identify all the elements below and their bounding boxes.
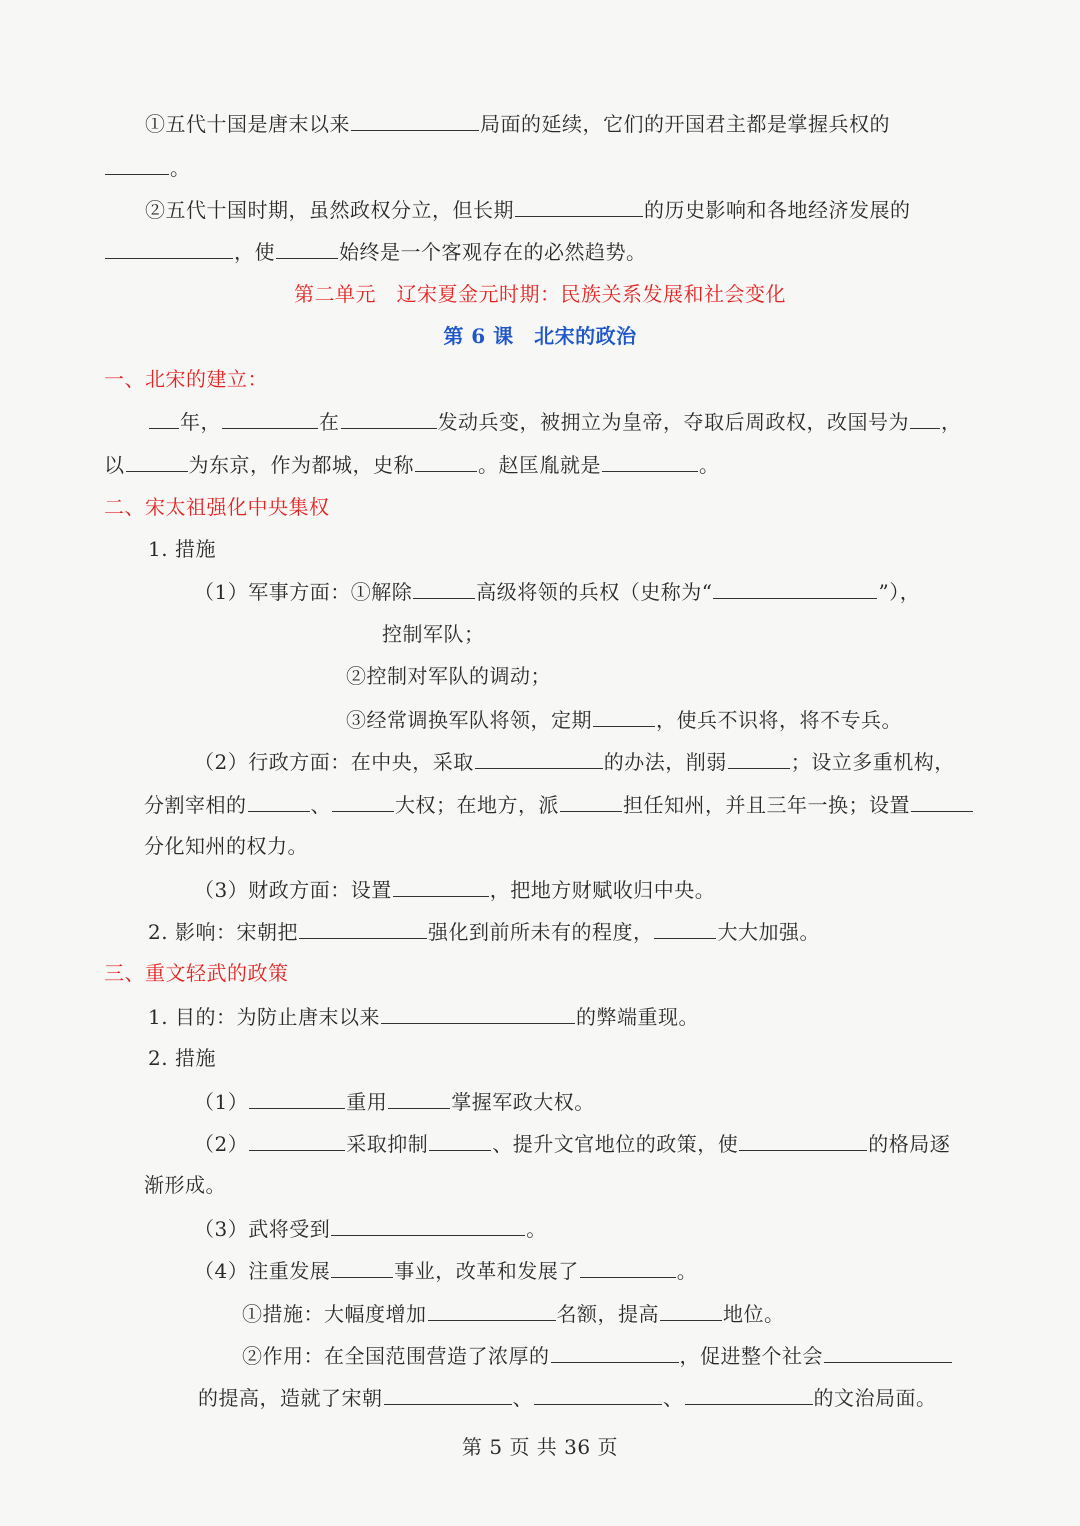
text-line [194,576,920,607]
text-line [198,1382,937,1413]
text-line: 分化知州的权力。 [144,834,308,858]
answer-blank[interactable] [593,704,655,727]
text: 的办法，削弱 [603,750,727,774]
answer-blank[interactable] [249,1086,345,1109]
text: 名额，提高 [556,1302,659,1326]
text: ，使兵不识将，将不专兵。 [656,708,902,732]
text: 大权；在地方，派 [395,793,559,817]
text: 年， [180,410,221,434]
answer-blank[interactable] [149,406,179,429]
answer-blank[interactable] [249,1128,345,1151]
text-line [104,236,647,267]
text: （4）注重发展 [194,1259,331,1283]
answer-blank[interactable] [560,789,622,812]
text: 的文治局面。 [813,1386,937,1410]
text: 2. 影响：宋朝把 [148,920,298,944]
answer-blank[interactable] [551,1340,679,1363]
unit-title: 第二单元 辽宋夏金元时期：民族关系发展和社会变化 [294,282,786,306]
text: 的格局逐 [868,1132,951,1156]
text: 的弊端重现。 [575,1005,699,1029]
text: 地位。 [723,1302,785,1326]
text: 、 [512,1386,533,1410]
text: ，促进整个社会 [679,1344,823,1368]
text-line: 1. 措施 [148,537,216,561]
answer-blank[interactable] [332,789,394,812]
text-line: 渐形成。 [144,1173,226,1197]
text: 、 [310,793,331,817]
text: 掌握军政大权。 [451,1090,595,1114]
text: （3）财政方面：设置 [194,878,392,902]
text: 分割宰相的 [144,793,247,817]
text: ；设立多重机构， [790,750,955,774]
text: 、提升文官地位的政策，使 [492,1132,739,1156]
text-line [145,108,890,139]
text: ③经常调换军队将领，定期 [346,708,592,732]
answer-blank[interactable] [602,449,698,472]
text: 大大加强。 [717,920,820,944]
text: （1）军事方面：①解除 [194,580,413,604]
text-line [104,449,720,480]
answer-blank[interactable] [331,1255,393,1278]
text-line: ②控制对军队的调动； [346,664,551,688]
answer-blank[interactable] [413,576,475,599]
text-line [145,194,911,225]
text: 重用 [346,1090,388,1114]
answer-blank[interactable] [654,916,716,939]
text: 以 [104,453,125,477]
answer-blank[interactable] [105,236,233,259]
text: 局面的延续，它们的开国君主都是掌握兵权的 [480,112,890,136]
answer-blank[interactable] [126,449,188,472]
text: 事业，改革和发展了 [394,1259,579,1283]
answer-blank[interactable] [660,1298,722,1321]
answer-blank[interactable] [728,746,790,769]
section-heading: 三、重文轻武的政策 [104,961,289,985]
answer-blank[interactable] [105,152,169,175]
text-line [194,1086,595,1117]
text-line: 控制军队； [382,622,485,646]
text: ①措施：大幅度增加 [242,1302,427,1326]
answer-blank[interactable] [341,406,437,429]
answer-blank[interactable] [393,874,489,897]
text-line [104,152,191,183]
text-line [242,1340,953,1371]
text: （2） [194,1132,249,1156]
text: 在 [319,410,340,434]
text: 始终是一个客观存在的必然趋势。 [339,240,647,264]
text: （1） [194,1090,249,1114]
answer-blank[interactable] [276,236,338,259]
text: ”）， [878,580,921,604]
text-line [194,1213,547,1244]
answer-blank[interactable] [331,1213,525,1236]
text: ②作用：在全国范围营造了浓厚的 [242,1344,550,1368]
text: ，把地方财赋收归中央。 [489,878,716,902]
text-line [148,1001,699,1032]
text: 发动兵变，被拥立为皇帝，夺取后周政权，改国号为 [437,410,909,434]
text-line [242,1298,785,1329]
answer-blank[interactable] [351,108,479,131]
answer-blank[interactable] [713,576,877,599]
section-heading: 一、北宋的建立： [104,367,268,391]
text: 采取抑制 [346,1132,429,1156]
answer-blank[interactable] [910,406,940,429]
text: 。 [170,156,191,180]
text: 担任知州，并且三年一换；设置 [623,793,910,817]
text: 强化到前所未有的程度， [427,920,654,944]
text-line [148,916,820,947]
answer-blank[interactable] [824,1340,952,1363]
answer-blank[interactable] [428,1298,556,1321]
answer-blank[interactable] [384,1382,512,1405]
answer-blank[interactable] [299,916,427,939]
text: 。 [699,453,720,477]
answer-blank[interactable] [381,1001,575,1024]
answer-blank[interactable] [429,1128,491,1151]
text: ①五代十国是唐末以来 [145,112,350,136]
text: （2）行政方面：在中央，采取 [194,750,474,774]
text: 为东京，作为都城，史称 [188,453,414,477]
answer-blank[interactable] [515,194,643,217]
answer-blank[interactable] [388,1086,450,1109]
text: 的提高，造就了宋朝 [198,1386,383,1410]
answer-blank[interactable] [415,449,477,472]
text: 。赵匡胤就是 [478,453,601,477]
text-line [346,704,902,735]
text: 、 [663,1386,684,1410]
answer-blank[interactable] [739,1128,867,1151]
answer-blank[interactable] [222,406,318,429]
text-line [194,746,955,777]
lesson-title: 第 6 课 北宋的政治 [443,324,637,348]
page-number: 第 5 页 共 36 页 [462,1435,618,1459]
text: 1. 目的：为防止唐末以来 [148,1005,380,1029]
text: ， [941,410,962,434]
text: （3）武将受到 [194,1217,331,1241]
answer-blank[interactable] [685,1382,813,1405]
text-line: 2. 措施 [148,1046,216,1070]
text: ，使 [234,240,275,264]
answer-blank[interactable] [911,789,973,812]
text: 高级将领的兵权（史称为“ [476,580,713,604]
text: 。 [526,1217,547,1241]
answer-blank[interactable] [580,1255,676,1278]
section-heading: 二、宋太祖强化中央集权 [104,495,330,519]
text: ②五代十国时期，虽然政权分立，但长期 [145,198,514,222]
answer-blank[interactable] [534,1382,662,1405]
text-line [144,789,974,820]
text-line [194,874,715,905]
text: 。 [676,1259,698,1283]
answer-blank[interactable] [475,746,603,769]
text: 的历史影响和各地经济发展的 [644,198,911,222]
text-line [148,406,962,437]
text-line [194,1255,697,1286]
answer-blank[interactable] [248,789,310,812]
text-line [194,1128,950,1159]
